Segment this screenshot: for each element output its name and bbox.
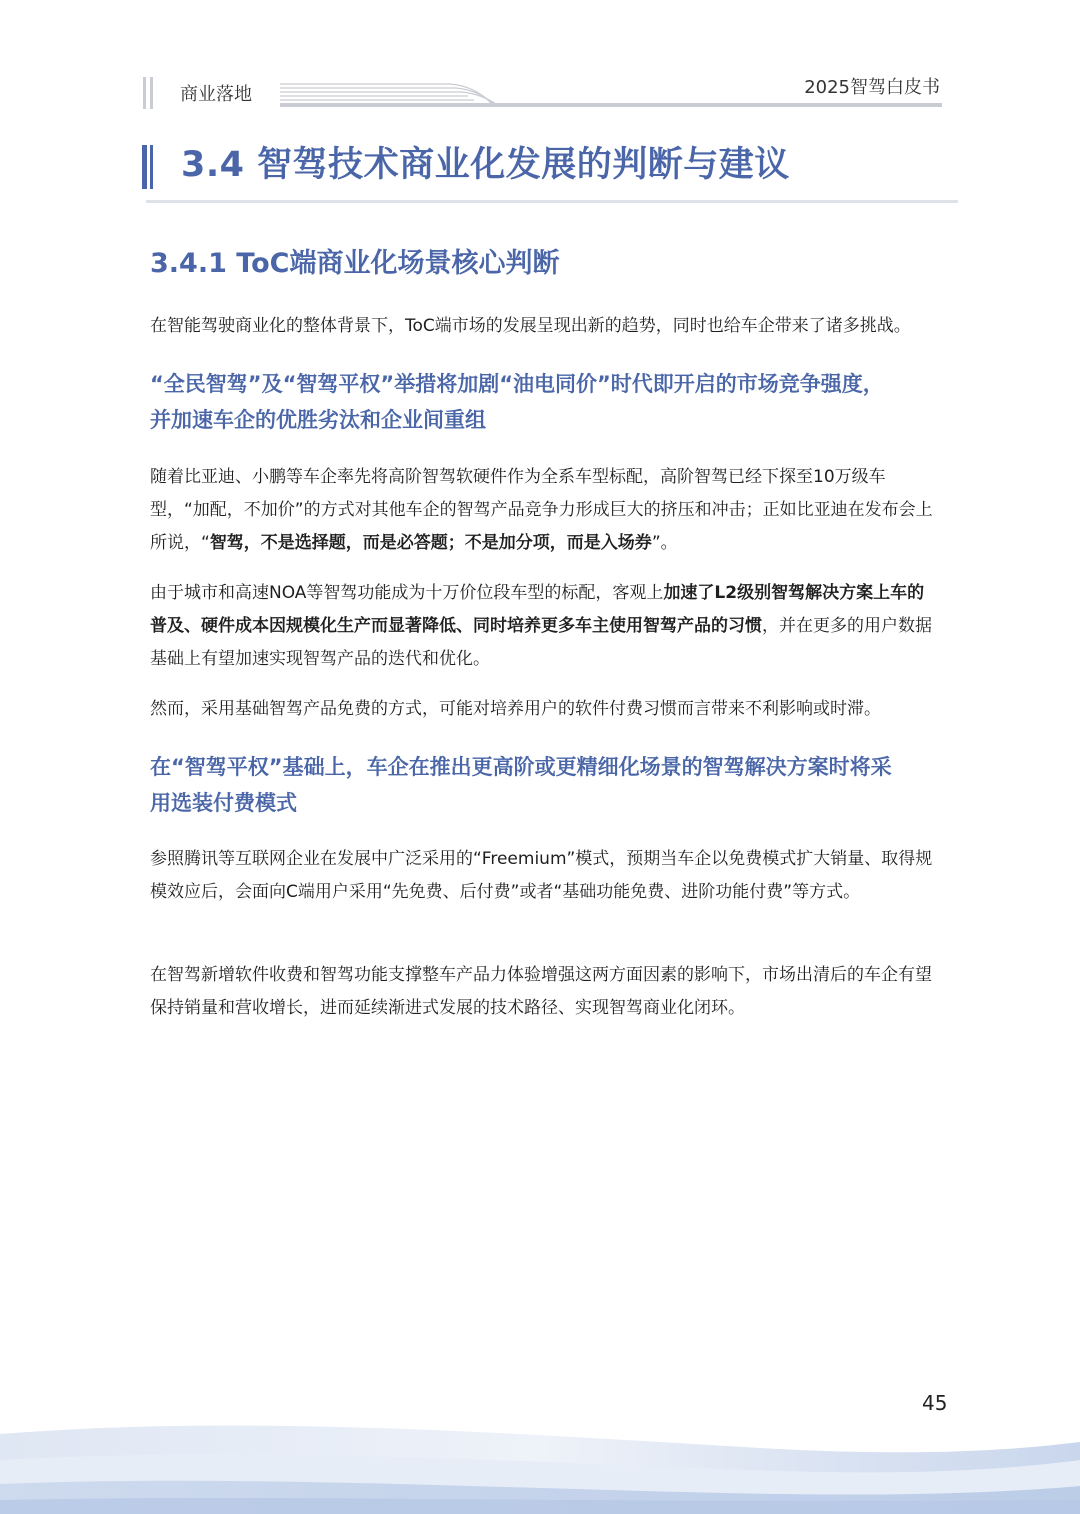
- paragraph-freemium: [150, 843, 940, 909]
- section-title: 3.4 智驾技术商业化发展的判断与建议: [181, 145, 790, 185]
- heading-1-line-1: “全民智驾”及“智驾平权”举措将加剧“油电同价”时代即开启的市场竞争强度，: [150, 372, 884, 396]
- page-number: 45: [922, 1391, 948, 1415]
- paragraph-noa-end: ，并在更多的用户数据基础上有望加速实现智驾产品的迭代和优化。: [150, 616, 932, 669]
- header-bars-decoration: [143, 77, 155, 109]
- key-judgment-heading-2: [150, 749, 940, 821]
- paragraph-intro: 在智能驾驶商业化的整体背景下，ToC端市场的发展呈现出新的趋势，同时也给车企带来了诸多挑战。: [150, 316, 911, 336]
- paragraph-byd-text: 随着比亚迪、小鹏等车企率先将高阶智驾软硬件作为全系车型标配，高阶智驾已经下探至10万级车型，“加配，不加价”的方式对其他车企的智驾产品竞争力形成巨大的挤压和冲击；正如比亚迪在发布会上所说，“: [150, 467, 933, 553]
- paragraph-freemium-text: 参照腾讯等互联网企业在发展中广泛采用的“Freemium”模式，预期当车企以免费模式扩大销量、取得规模效应后，会面向C端用户采用“先免费、后付费”或者“基础功能免费、进阶功能付费”等方式。: [150, 849, 933, 902]
- heading-2-line-1: 在“智驾平权”基础上，车企在推出更高阶或更精细化场景的智驾解决方案时将采: [150, 755, 892, 779]
- paragraph-conclusion: [150, 959, 940, 1025]
- subsection-title: 3.4.1 ToC端商业化场景核心判断: [150, 248, 560, 279]
- paragraph-however-text: 然而，采用基础智驾产品免费的方式，可能对培养用户的软件付费习惯而言带来不利影响或时滞。: [150, 699, 881, 719]
- footer-wave-decoration: [0, 1404, 1080, 1514]
- paragraph-noa: [150, 577, 940, 676]
- paragraph-byd-end: ”。: [651, 533, 678, 553]
- paragraph-however: [150, 693, 940, 726]
- intro-paragraph: [150, 310, 940, 343]
- paragraph-byd-quote: 智驾，不是选择题，而是必答题；不是加分项，而是入场券: [209, 533, 652, 553]
- paragraph-noa-text: 由于城市和高速NOA等智驾功能成为十万价位段车型的标配，客观上: [150, 583, 664, 603]
- key-judgment-heading-1: [150, 366, 940, 438]
- paragraph-conclusion-text: 在智驾新增软件收费和智驾功能支撑整车产品力体验增强这两方面因素的影响下，市场出清后的车企有望保持销量和营收增长，进而延续渐进式发展的技术路径、实现智驾商业化闭环。: [150, 965, 932, 1018]
- title-divider: [146, 200, 958, 203]
- paragraph-byd: [150, 461, 940, 560]
- header-book-title: 2025智驾白皮书: [804, 77, 940, 98]
- heading-1-line-2: 并加速车企的优胜劣汰和企业间重组: [150, 408, 486, 432]
- title-accent-bars: [142, 145, 154, 189]
- header-section-label: 商业落地: [180, 84, 252, 105]
- heading-2-line-2: 用选装付费模式: [150, 791, 297, 815]
- paragraph-noa-emphasis: 加速了L2级别智驾解决方案上车的普及、硬件成本因规模化生产而显著降低、同时培养更多车主使用智驾产品的习惯: [150, 583, 925, 636]
